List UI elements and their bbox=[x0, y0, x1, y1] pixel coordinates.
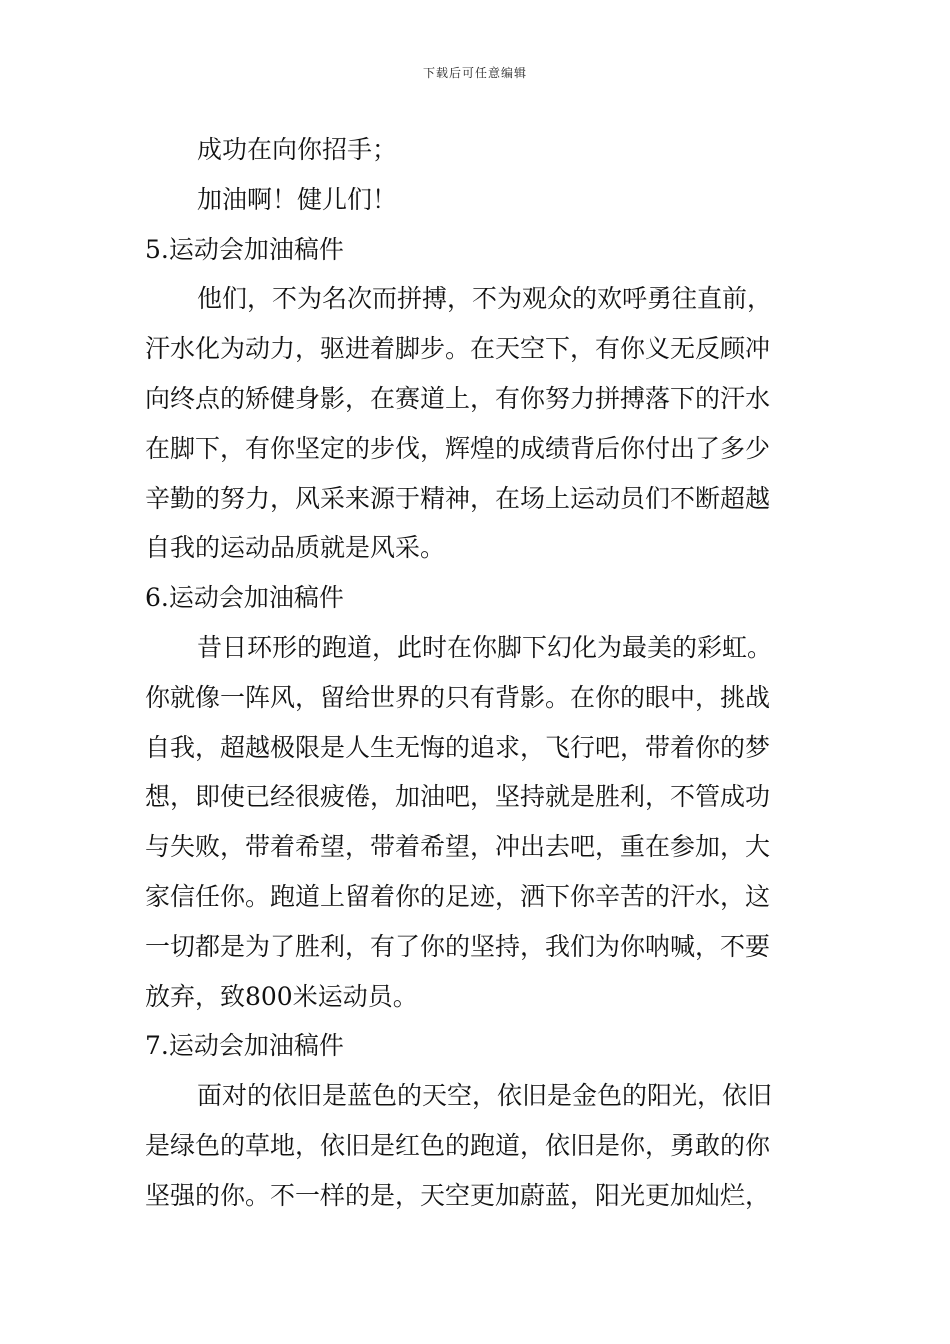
page-header-note: 下载后可任意编辑 bbox=[422, 66, 527, 80]
paragraph-line: 向终点的矫健身影，在赛道上，有你努力拼搏落下的汗水 bbox=[145, 383, 771, 413]
paragraph-line: 一切都是为了胜利，有了你的坚持，我们为你呐喊，不要 bbox=[145, 931, 771, 961]
paragraph-line: 坚强的你。不一样的是，天空更加蔚蓝，阳光更加灿烂， bbox=[145, 1180, 771, 1210]
section-heading: 5.运动会加油稿件 bbox=[145, 234, 344, 264]
paragraph-line: 是绿色的草地，依旧是红色的跑道，依旧是你，勇敢的你 bbox=[145, 1130, 771, 1160]
paragraph-line: 放弃，致800米运动员。 bbox=[145, 981, 418, 1011]
paragraph-line: 家信任你。跑道上留着你的足迹，洒下你辛苦的汗水，这 bbox=[145, 881, 771, 911]
paragraph-line: 自我，超越极限是人生无悔的追求，飞行吧，带着你的梦 bbox=[145, 732, 771, 762]
document-body bbox=[145, 125, 807, 1221]
paragraph-line: 成功在向你招手； bbox=[197, 135, 398, 164]
paragraph-line: 辛勤的努力，风采来源于精神，在场上运动员们不断超越 bbox=[145, 483, 771, 513]
section-heading: 6.运动会加油稿件 bbox=[145, 583, 344, 613]
section-heading: 7.运动会加油稿件 bbox=[145, 1031, 344, 1061]
paragraph-line: 昔日环形的跑道，此时在你脚下幻化为最美的彩虹。 bbox=[197, 632, 773, 662]
paragraph-line: 在脚下，有你坚定的步伐，辉煌的成绩背后你付出了多少 bbox=[145, 433, 771, 463]
paragraph-line: 面对的依旧是蓝色的天空，依旧是金色的阳光，依旧 bbox=[197, 1081, 773, 1111]
paragraph-line: 与失败，带着希望，带着希望，冲出去吧，重在参加，大 bbox=[145, 832, 771, 862]
paragraph-line: 你就像一阵风，留给世界的只有背影。在你的眼中，挑战 bbox=[145, 682, 771, 712]
paragraph-line: 加油啊！健儿们！ bbox=[197, 184, 398, 214]
paragraph-line: 自我的运动品质就是风采。 bbox=[145, 533, 446, 563]
paragraph-line: 他们，不为名次而拼搏，不为观众的欢呼勇往直前， bbox=[197, 284, 773, 314]
paragraph-line: 想，即使已经很疲倦，加油吧，坚持就是胜利，不管成功 bbox=[145, 782, 771, 812]
paragraph-line: 汗水化为动力，驱进着脚步。在天空下，有你义无反顾冲 bbox=[145, 334, 771, 364]
